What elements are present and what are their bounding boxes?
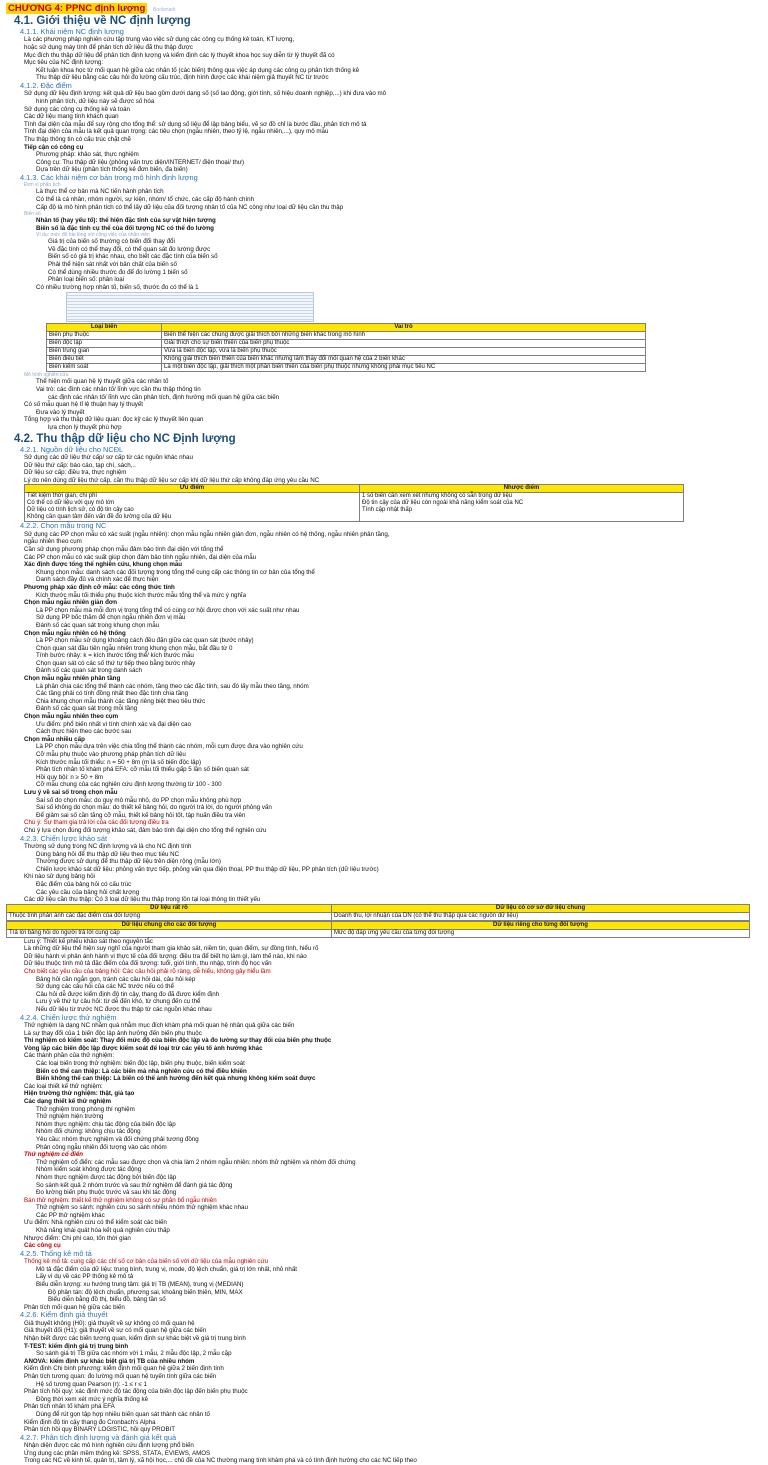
subsection-4-2-3-body: [6, 843, 750, 904]
text-line: Xác định được tổng thể nghiên cứu, khung chọn mẫu: [24, 561, 183, 569]
text-line: Trong các NC về kinh tế, quản trị, tâm lý, xã hội học,... chủ đề của NC thường mang tính khám phá và có tính định hướng cho các NC tiếp theo: [24, 1457, 417, 1465]
table-row: [47, 364, 646, 372]
text-line: Đơn vị phân tích: [24, 182, 61, 189]
subsection-4-1-3-title: 4.1.3. Các khái niệm cơ bản trong mô hình định lượng: [20, 172, 198, 182]
text-line: Sử dụng dữ liệu định lượng: kết quả dữ liệu bao gồm dưới dạng số (số lao động, giới tính, số hiệu doanh nghiệp,...) khi đưa vào mô: [24, 90, 387, 98]
text-line: Các yêu cầu của bảng hỏi chất lượng: [36, 888, 140, 896]
text-line: Dùng để rút gọn tập hợp nhiều biến quan sát thành các nhân tố: [36, 1410, 211, 1418]
text-line: So sánh giá trị TB giữa các nhóm với 1 mẫu, 2 mẫu độc lập, 2 mẫu cặp: [36, 1350, 232, 1358]
text-line: Chọn mẫu ngẫu nhiên theo cụm: [24, 713, 119, 721]
text-line: Kích thước mẫu tối thiểu: n = 50 + 8m (m là số biến độc lập): [36, 758, 202, 766]
text-line: Dữ liệu sơ cấp: điều tra, thực nghiệm: [24, 469, 127, 477]
text-line: Đánh số các quan sát trong mỗi tầng: [36, 705, 138, 713]
variable-types-table: [46, 323, 646, 372]
survey-data-table-2: [6, 921, 750, 938]
text-line: Vai trò: các đính các nhân tố/ lĩnh vực cần thu thập thông tin: [36, 386, 201, 394]
section-4-1-title: 4.1. Giới thiệu về NC định lượng: [14, 15, 191, 27]
subsection-4-1-1-body: [6, 36, 750, 82]
text-line: Cần sử dụng phương pháp chọn mẫu đảm bảo tính đại diện với tổng thể: [24, 545, 224, 553]
text-line: Các PP thử nghiệm khác: [36, 1211, 105, 1219]
table-cell: Biến thể hiện các chúng được giải thích bởi những biến khác trong mô hình: [162, 332, 646, 340]
text-line: Đo lường biến phụ thuộc trước và sau khi tác động: [36, 1189, 177, 1197]
text-line: Biến có thể can thiệp: Là các biến mà nhà nghiên cứu có thể điều khiển: [36, 1067, 247, 1075]
table-cell: Thuộc tính phản ánh các đặc điểm của đối tượng: [7, 912, 332, 920]
text-line: Có thể dùng nhiều thước đo để đo lường 1 biến số: [48, 268, 188, 276]
table-header-cell: Dữ liệu rất rõ: [7, 904, 332, 912]
text-line: Về đặc tính có thể thay đổi, có thể quan sát đo lường được: [48, 245, 211, 253]
text-line: Ứng dụng các phần mềm thống kê: SPSS, STATA, EVIEWS, AMOS: [24, 1449, 211, 1457]
text-line: Chiến lược khảo sát dữ liệu: phỏng vấn trực tiếp, phỏng vấn qua điện thoại, PP thu thập dữ liệu, PP phân tích (dữ liệu trước): [36, 865, 379, 873]
text-line: Thử nghiệm trong phòng thí nghiệm: [36, 1105, 135, 1113]
text-line: Hệ số tương quan Pearson (r): -1 ≤ r ≤ 1: [36, 1380, 147, 1388]
text-line: Thử nghiệm so sánh: nghiên cứu so sánh nhiều nhóm thử nghiệm khác nhau: [36, 1204, 248, 1212]
text-line: các định các nhân tố/ lĩnh vực cần phân tích, định hướng mối quan hệ giữa các biến: [48, 393, 280, 401]
text-line: Hiện trường thử nghiệm: thật, giả tạo: [24, 1090, 135, 1098]
text-line: Đặc điểm của bảng hỏi có cấu trúc: [36, 880, 132, 888]
text-line: Khi nào sử dụng bảng hỏi: [24, 873, 95, 881]
text-line: lựa chọn lý thuyết phù hợp: [48, 424, 122, 431]
embedded-document-image: [66, 292, 314, 322]
text-line: Bán thử nghiệm: thiết kế thử nghiệm không có sự phân bổ ngẫu nhiên: [24, 1196, 217, 1204]
subsection-4-2-5-title: 4.2.5. Thống kê mô tả: [20, 1248, 92, 1258]
chapter-header: [6, 3, 750, 14]
table-row: [7, 929, 750, 937]
list-item: Độ tin cậy của dữ liệu còn ngoài khả năng kiểm soát của NC: [362, 500, 524, 507]
text-line: Phân tích hồi quy: xác định mức độ tác động của biến độc lập đến biến phụ thuộc: [24, 1388, 248, 1396]
text-line: Sai số do chọn mẫu: do quy mô mẫu nhỏ, do PP chọn mẫu không phù hợp: [36, 796, 242, 804]
text-line: Thử nghiệm cổ điển: các mẫu sau được chọn và chia làm 2 nhóm ngẫu nhiên: nhóm thử nghiệm và nhóm đối chứng: [36, 1158, 356, 1166]
text-line: Thường sử dụng trong NC định lượng và là cho NC định tính: [24, 842, 192, 850]
table-cell: [360, 493, 684, 522]
table-cell: [25, 493, 360, 522]
text-line: Câu hỏi dễ được kiểm định độ tin cậy, thang đo đã được kiểm định: [36, 990, 220, 998]
text-line: Các công cụ: [24, 1242, 61, 1250]
text-line: Nhóm kiểm soát không được tác động: [36, 1166, 142, 1174]
text-line: Là những dữ liệu thể hiện suy nghĩ của người tham gia khảo sát, niềm tin, quan điểm, sự đồng tình, hiểu rõ: [24, 945, 319, 953]
text-line: Giả thuyết đối (H1): giả thuyết về sự có mối quan hệ giữa các biến: [24, 1327, 207, 1335]
text-line: Thể hiện mối quan hệ lý thuyết giữa các nhân tố: [36, 378, 169, 386]
text-line: Sử dụng PP bốc thăm để chọn ngẫu nhiên đơn vị mẫu: [36, 614, 186, 622]
text-line: So sánh kết quả 2 nhóm trước và sau thử nghiệm để đánh giá tác động: [36, 1181, 233, 1189]
text-line: Nhóm thực nghiệm: chịu tác động của biến độc lập: [36, 1120, 176, 1128]
table-row: [25, 493, 684, 522]
text-line: Thử nghiệm là dạng NC nhằm quá nhằm mục đích khám phá mối quan hệ nhân quả giữa các biến: [24, 1022, 295, 1030]
text-line: Sử dụng các công cụ thống kê và toán: [24, 105, 130, 113]
table-header-cell: Dữ liệu chung cho các đối tượng: [7, 921, 332, 929]
text-line: Sử dụng các PP chọn mẫu có xác suất (ngẫu nhiên): chọn mẫu ngẫu nhiên giản đơn, ngẫu nhiên có hệ thống, ngẫu nhiên phân tầng,: [24, 530, 390, 538]
text-line: Đánh số các quan sát trong khung chọn mẫu: [36, 621, 160, 629]
text-line: Sử dụng các câu hỏi của các NC trước nếu có thể: [36, 983, 174, 991]
text-line: Chọn quan sát có các số thứ tự tiếp theo bằng bước nhảy: [36, 659, 196, 667]
text-line: Phân loại biến số: phân loại: [48, 276, 125, 284]
text-line: Chọn mẫu ngẫu nhiên phân tầng: [24, 675, 121, 683]
subsection-4-2-2-body: [6, 531, 750, 835]
text-line: Phân công ngẫu nhiên đối tượng vào các nhóm: [36, 1143, 167, 1151]
text-line: Là sự thay đổi của 1 biến độc lập ảnh hưởng đến biến phụ thuộc: [24, 1029, 202, 1037]
highlight-label: Thử nghiệm cổ điển: [24, 1151, 84, 1159]
list-item: Không cần quan tâm đến vấn đề đo lường của dữ liệu: [27, 514, 172, 521]
text-line: Kiểm định Chi bình phương: kiểm định mối quan hệ giữa 2 biến định tính: [24, 1365, 224, 1373]
text-line: Phân tích nhân tố khám phá EFA: cỡ mẫu tối thiểu gấp 5 lần số biến quan sát: [36, 766, 249, 774]
table-header-cell: Ưu điểm: [25, 485, 360, 493]
text-line: Nhược điểm: Chi phí cao, tốn thời gian: [24, 1234, 131, 1242]
text-line: Giá trị của biến số thường có biến đổi thay đổi: [48, 238, 175, 246]
text-line: Nhóm thực nghiệm được tác động bởi biến độc lập: [36, 1173, 177, 1181]
list-item: Tính cập nhật thấp: [362, 507, 413, 514]
subsection-4-2-6-body: [6, 1320, 750, 1434]
text-line: Biến số: [24, 211, 41, 218]
text-line: Bảng hỏi cần ngắn gọn, tránh các câu hỏi dài, câu hỏi kép: [36, 975, 196, 983]
text-line: Lý do nên dùng dữ liệu thứ cấp, cần thu thập dữ liệu sơ cấp khi dữ liệu thứ cấp không đáp ứng yêu cầu NC: [24, 476, 320, 484]
table-header-cell: Loại biến: [47, 324, 162, 332]
text-line: Nhân tố (hay yếu tố): thể hiện đặc tính của sự vật hiện tượng: [36, 217, 216, 225]
text-line: Phương pháp: khảo sát, thực nghiệm: [36, 151, 139, 159]
text-line: Biến không thể can thiệp: Là biến có thể ảnh hưởng đến kết quả nhưng không kiểm soát được: [36, 1075, 316, 1083]
subsection-4-2-3-notes: [6, 938, 750, 1014]
chapter-subtitle: Bookmark: [153, 7, 176, 13]
text-line: Tính đại diện của mẫu để suy rộng cho tổng thể: sử dụng số liệu để lập bảng biểu, vẽ sơ đồ chỉ là bước đầu, phân tích mô tả: [24, 120, 367, 128]
table-cell: Mức độ đáp ứng yêu cầu của từng đối tượng: [332, 929, 750, 937]
list-item: Tiết kiệm thời gian, chi phí: [27, 493, 98, 500]
text-line: Dùng bảng hỏi để thu thập dữ liệu theo mục tiêu NC: [36, 850, 180, 858]
list-item: 1 số biến cần xem xét nhưng không có sẵn trong dữ liệu: [362, 493, 513, 500]
text-line: Lưu ý về thứ tự câu hỏi: từ dễ đến khó, từ chung đến cụ thể: [36, 998, 201, 1006]
table-cell: Biến trung gian: [47, 348, 162, 356]
text-line: Ưu điểm: phổ biến nhất vì tính chính xác và đại diện cao: [36, 720, 191, 728]
text-line: Sử dụng các dữ liệu thứ cấp/ sơ cấp từ các nguồn khác nhau: [24, 454, 193, 461]
text-line: Biến số có giá trị khác nhau, cho biết các đặc tính của biến số: [48, 253, 218, 261]
text-line: T-TEST: kiểm định giá trị trung bình: [24, 1342, 129, 1350]
table-header-cell: Nhược điểm: [360, 485, 684, 493]
text-line: Thu thập dữ liệu bằng các câu hỏi đo lường cấu trúc, định hình được các khái niệm giả thuyết NC từ trước: [36, 74, 329, 82]
table-header-cell: Vai trò: [162, 324, 646, 332]
text-line: Dữ liệu thuộc tính mô tả đặc điểm của đối tượng: tuổi, giới tính, thu nhập, trình độ học vấn: [24, 960, 272, 968]
chapter-title: CHƯƠNG 4: PPNC định lượng: [8, 3, 146, 14]
table-cell: Không giải thích biến thiên của biến khác nhưng làm thay đổi mối quan hệ của 2 biến khác: [162, 356, 646, 364]
text-line: Cỡ mẫu chung của các nghiên cứu định lượng thường từ 100 - 300: [36, 781, 222, 789]
text-line: Tính đại diện của mẫu là kết quả quan trọng: các tiêu chọn (ngẫu nhiên, theo tỷ lệ, ngẫu nhiên,...), quy mô mẫu: [24, 128, 329, 136]
subsection-4-1-3-body: [6, 182, 750, 291]
section-4-1-closing: [6, 372, 750, 431]
text-line: Biến số là đặc tính cụ thể của đối tượng NC có thể đo lường: [36, 224, 214, 232]
text-line: Mục đích thu thập dữ liệu để phân tích định lượng và kiểm định các lý thuyết khoa học suy diễn từ lý thuyết đã có: [24, 51, 335, 59]
text-line: ngẫu nhiên theo cụm: [24, 538, 82, 546]
table-cell: Trả lời bảng hỏi do người trả lời cung cấp: [7, 929, 332, 937]
text-line: Thường được sử dụng để thu thập dữ liệu trên diện rộng (mẫu lớn): [36, 858, 221, 866]
text-line: Có số mẫu quan hệ tỉ lệ thuận hay lý thuyết: [24, 401, 144, 409]
subsection-4-2-7-title: 4.2.7. Phân tích định lượng và đánh giá kết quả: [20, 1432, 177, 1442]
text-line: Chọn mẫu ngẫu nhiên có hệ thống: [24, 629, 126, 637]
text-line: Phân tích hồi quy BINARY LOGISTIC, hồi quy PROBIT: [24, 1426, 176, 1434]
text-line: Cấp độ là mô hình phân tích có thể lấy dữ liệu của đối tượng nhân tố của NC công như loại dữ liệu cần thu thập: [36, 203, 344, 211]
section-4-2-title: 4.2. Thu thập dữ liệu cho NC Định lượng: [14, 432, 236, 445]
text-line: Tiếp cận có công cụ: [24, 143, 84, 151]
subsection-4-1-2-body: [6, 90, 750, 174]
text-line: Độ phân tán: độ lệch chuẩn, phương sai, khoảng biến thiên, MIN, MAX: [48, 1288, 243, 1296]
text-line: Chọn mẫu nhiều cấp: [24, 735, 85, 743]
text-line: Tổng hợp và thu thập dữ liệu quan: đọc kỹ các lý thuyết liên quan: [24, 416, 204, 424]
text-line: Nếu dữ liệu từ trước NC được thu thập từ các nguồn khác nhau: [36, 1006, 212, 1014]
text-line: Dữ liệu thứ cấp: báo cáo, tạp chí, sách,..: [24, 461, 136, 469]
text-line: Biểu diễn lượng: xu hướng trung tâm: giá trị TB (MEAN), trung vị (MEDIAN): [36, 1281, 244, 1289]
text-line: Phân tích nhân tố khám phá EFA: [24, 1403, 115, 1411]
table-cell: Biến kiểm soát: [47, 364, 162, 372]
table-row: [47, 340, 646, 348]
text-line: Hồi quy bội: n ≥ 50 + 8m: [36, 773, 104, 781]
text-line: Mô hình nghiên cứu: [24, 372, 69, 379]
text-line: Nhận diện được các mô hình nghiên cứu định lượng phổ biến: [24, 1442, 194, 1450]
text-line: Chọn mẫu ngẫu nhiên giản đơn: [24, 599, 118, 607]
text-line: Lưu ý về sai số trong chọn mẫu: [24, 788, 118, 796]
text-line: Cỡ mẫu phụ thuộc vào phương pháp phân tích dữ liệu: [36, 751, 186, 758]
text-line: Chú ý lựa chọn đúng đối tượng khảo sát, đảm bảo tính đại diện cho tổng thể nghiên cứu: [24, 826, 267, 834]
text-line: Chú ý: Sự tham gia trả lời của các đối tượng điều tra: [24, 819, 169, 827]
secondary-data-pros-cons-table: [24, 484, 684, 522]
text-line: Các dữ liệu cần thu thập: Có 3 loại dữ liệu thu thập trong tồn tại loại thông tin thiết yếu: [24, 896, 261, 904]
table-row: [47, 356, 646, 364]
text-line: Lưu ý: Thiết kế phiếu khảo sát theo nguyên tắc: [24, 937, 153, 945]
text-line: Ưu điểm: Nhà nghiên cứu có thể kiểm soát các biến: [24, 1219, 167, 1227]
text-line: Phân tích tương quan: đo lường mối quan hệ tuyến tính giữa các biến: [24, 1372, 217, 1380]
text-line: Phân tích mối quan hệ giữa các biến: [24, 1303, 125, 1311]
text-line: Cho biết các yêu cầu của bảng hỏi: Các câu hỏi phải rõ ràng, dễ hiểu, không gây hiểu lầm: [24, 968, 271, 976]
text-line: Các tầng phải có tính đồng nhất theo đặc tính chia tầng: [36, 690, 189, 698]
table-cell: Biến phụ thuộc: [47, 332, 162, 340]
text-line: Các PP chọn mẫu có xác suất giúp chọn đảm bảo tính ngẫu nhiên, đại diện của mẫu: [24, 553, 257, 561]
subsection-4-2-3-title: 4.2.3. Chiến lược khảo sát: [20, 833, 108, 843]
text-line: Khả năng khái quát hóa kết quả nghiên cứu thấp: [36, 1227, 170, 1235]
text-line: Thử nghiệm hiện trường: [36, 1113, 104, 1121]
table-row: [7, 912, 750, 920]
text-line: Công cụ: Thu thập dữ liệu (phỏng vấn trực diện/INTERNET/ điện thoại/ thư): [36, 158, 245, 166]
text-line: Có nhiều trường hợp nhân tố, biến số, thước đo có thể là 1: [36, 283, 199, 291]
text-line: Thống kê mô tả: cung cấp các chỉ số cơ bản của biến số với dữ liệu của mẫu nghiên cứu: [24, 1258, 269, 1266]
subsection-4-2-1-body: [6, 454, 750, 484]
list-item: Có thể có dữ liệu với quy mô lớn: [27, 500, 115, 507]
table-header-cell: Dữ liệu riêng cho từng đối tượng: [332, 921, 750, 929]
text-line: Là thực thể cơ bản mà NC tiến hành phân tích: [36, 188, 164, 196]
table-cell: Biến điều tiết: [47, 356, 162, 364]
text-line: ANOVA: kiểm định sự khác biệt giá trị TB của nhiều nhóm: [24, 1357, 195, 1365]
subsection-4-1-2-title: 4.1.2. Đặc điểm: [20, 80, 72, 90]
table-cell: Giải thích cho sự biến thiên của biến phụ thuộc: [162, 340, 646, 348]
text-line: Các loại thiết kế thử nghiệm:: [24, 1082, 103, 1090]
text-line: Kiểm định độ tin cậy thang đo Cronbach's Alpha: [24, 1418, 156, 1426]
subsection-4-2-4-body: [6, 1022, 750, 1250]
subsection-4-2-6-title: 4.2.6. Kiểm định giả thuyết: [20, 1310, 108, 1320]
subsection-4-2-7-body: [6, 1442, 750, 1465]
text-line: Sai số không do chọn mẫu: do thiết kế bảng hỏi, do người trả lời, do người phỏng vấn: [36, 804, 272, 812]
list-item: Dữ liệu có tính lịch sử, có độ tin cậy cao: [27, 507, 134, 514]
table-header-cell: Dữ liệu có cơ sở dữ liệu chung: [332, 904, 750, 912]
text-line: Đưa vào lý thuyết: [36, 408, 85, 416]
text-line: Là phân chia các tổng thể thành các nhóm, tầng theo các đặc tính, sau đó lấy mẫu theo tầng, nhóm: [36, 682, 309, 690]
text-line: Để giảm sai số cần tăng cỡ mẫu, thiết kế bảng hỏi tốt, tập huấn điều tra viên: [36, 811, 246, 819]
text-line: Là PP chọn mẫu dựa trên việc chia tổng thể thành các nhóm, mỗi cụm được đưa vào nghiên cứu: [36, 743, 303, 751]
text-line: Thu thập thông tin có cấu trúc chặt chẽ: [24, 135, 131, 143]
table-row: [47, 348, 646, 356]
text-line: Các thành phần của thử nghiệm:: [24, 1052, 115, 1060]
text-line: Nhóm đối chứng: không chịu tác động: [36, 1128, 141, 1136]
text-line: Đánh số các quan sát trong danh sách: [36, 667, 142, 675]
text-line: Là PP chọn mẫu sử dụng khoảng cách đều đặn giữa các quan sát (bước nhảy): [36, 637, 254, 645]
table-cell: Biến độc lập: [47, 340, 162, 348]
text-line: Ví dụ: mức độ hài lòng với công việc của nhân viên: [36, 232, 150, 239]
text-line: Khung chọn mẫu: danh sách các đối tượng trong tổng thể cung cấp các thông tin cơ bản của tổng thể: [36, 568, 315, 576]
table-cell: Là một biến độc lập, giải thích một phần biến thiên của biến phụ thuộc nhưng không phải mục tiêu NC: [162, 364, 646, 372]
text-line: Cách thực hiện theo các bước sau: [36, 728, 132, 736]
text-line: Dựa trên dữ liệu (phân tích thống kê đơn biến, đa biến): [36, 166, 188, 174]
table-cell: Vừa là biến độc lập, vừa là biến phụ thuộc: [162, 348, 646, 356]
text-line: Phải thể hiện sát nhất với bản chất của biến số: [48, 261, 177, 269]
text-line: Thí nghiệm có kiểm soát: Thay đổi mức độ của biến độc lập và đo lường sự thay đổi của biến phụ thuộc: [24, 1037, 332, 1045]
text-line: Chia khung chọn mẫu thành các tầng riêng biệt theo tiêu thức: [36, 697, 206, 705]
text-line: hoặc sử dụng máy tính để phân tích dữ liệu đã thu thập được: [24, 44, 193, 51]
subsection-4-1-1-title: 4.1.1. Khái niệm NC định lượng: [20, 27, 124, 36]
table-cell: Doanh thu, lợi nhuận của DN (có thể thu thập qua các nguồn dữ liệu): [332, 912, 750, 920]
text-line: Biểu diễn bằng đồ thị, biểu đồ, bảng tần số: [48, 1296, 166, 1304]
text-line: Vòng lặp các biến độc lập được kiểm soát để loại trừ các yếu tố ảnh hưởng khác: [24, 1044, 263, 1052]
table-row: [47, 332, 646, 340]
text-line: Nhận biết được các biến tương quan, kiểm định sự khác biệt về giá trị trung bình: [24, 1335, 246, 1342]
subsection-4-2-4-title: 4.2.4. Chiến lược thử nghiệm: [20, 1012, 117, 1022]
text-line: Lấy ví dụ về các PP thống kê mô tả: [36, 1273, 134, 1281]
text-line: Kết luận khoa học từ mối quan hệ giữa các nhân tố (các biến) thông qua việc áp dụng các công cụ phân tích thống kê: [36, 66, 360, 74]
text-line: Dữ liệu hành vi phản ánh hành vi thực tế của đối tượng: điều tra để biết họ làm gì, làm thế nào, khi nào: [24, 952, 307, 960]
text-line: Danh sách đầy đủ và chính xác để thực hiện: [36, 576, 159, 584]
text-line: Các dạng thiết kế thử nghiệm: [24, 1097, 111, 1105]
text-line: Các dữ liệu mang tính khách quan: [24, 113, 119, 121]
survey-data-table-1: [6, 904, 750, 921]
text-line: Các loại biến trong thử nghiệm: biến độc lập, biến phụ thuộc, biến kiểm soát: [36, 1060, 245, 1067]
text-line: Là các phương pháp nghiên cứu tập trung vào việc sử dụng các công cụ thống kê toán, KT lượng,: [24, 36, 295, 44]
text-line: Phương pháp xác định cỡ mẫu: các công thức tính: [24, 583, 175, 591]
text-line: Đồng thời xem xét mức ý nghĩa thống kê: [36, 1395, 149, 1403]
text-line: Giả thuyết không (H0): giả thuyết về sự không có mối quan hệ: [24, 1319, 195, 1327]
text-line: Là PP chọn mẫu mà mỗi đơn vị trong tổng thể có cùng cơ hội được chọn với xác suất như nhau: [36, 606, 300, 614]
subsection-4-2-5-body: [6, 1258, 750, 1311]
text-line: Mục tiêu của NC định lượng:: [24, 59, 104, 67]
subsection-4-2-1-title: 4.2.1. Nguồn dữ liệu cho NCĐL: [20, 444, 124, 454]
text-line: [6, 1151, 750, 1159]
text-line: Yêu cầu: nhóm thực nghiệm và đối chứng phải tương đồng: [36, 1135, 199, 1143]
subsection-4-2-2-title: 4.2.2. Chọn mẫu trong NC: [20, 521, 107, 531]
text-line: Mô tả đặc điểm của dữ liệu: trung bình, trung vị, mode, độ lệch chuẩn, giá trị lớn nhất, nhỏ nhất: [36, 1265, 298, 1273]
text-line: Có thể là cá nhân, nhóm người, sự kiện, nhóm/ tổ chức, các cấp độ hành chính: [36, 195, 255, 203]
text-line: hình phân tích, dữ liệu này sẽ được số hóa: [36, 97, 155, 105]
text-line: Kích thước mẫu tối thiểu phụ thuộc kích thước mẫu tổng thể và mức ý nghĩa: [36, 591, 247, 599]
text-line: Chọn quan sát đầu tiên ngẫu nhiên trong khung chọn mẫu, bắt đầu từ 0: [36, 644, 233, 652]
text-line: Tính bước nhảy: k = kích thước tổng thể/ kích thước mẫu: [36, 652, 194, 660]
